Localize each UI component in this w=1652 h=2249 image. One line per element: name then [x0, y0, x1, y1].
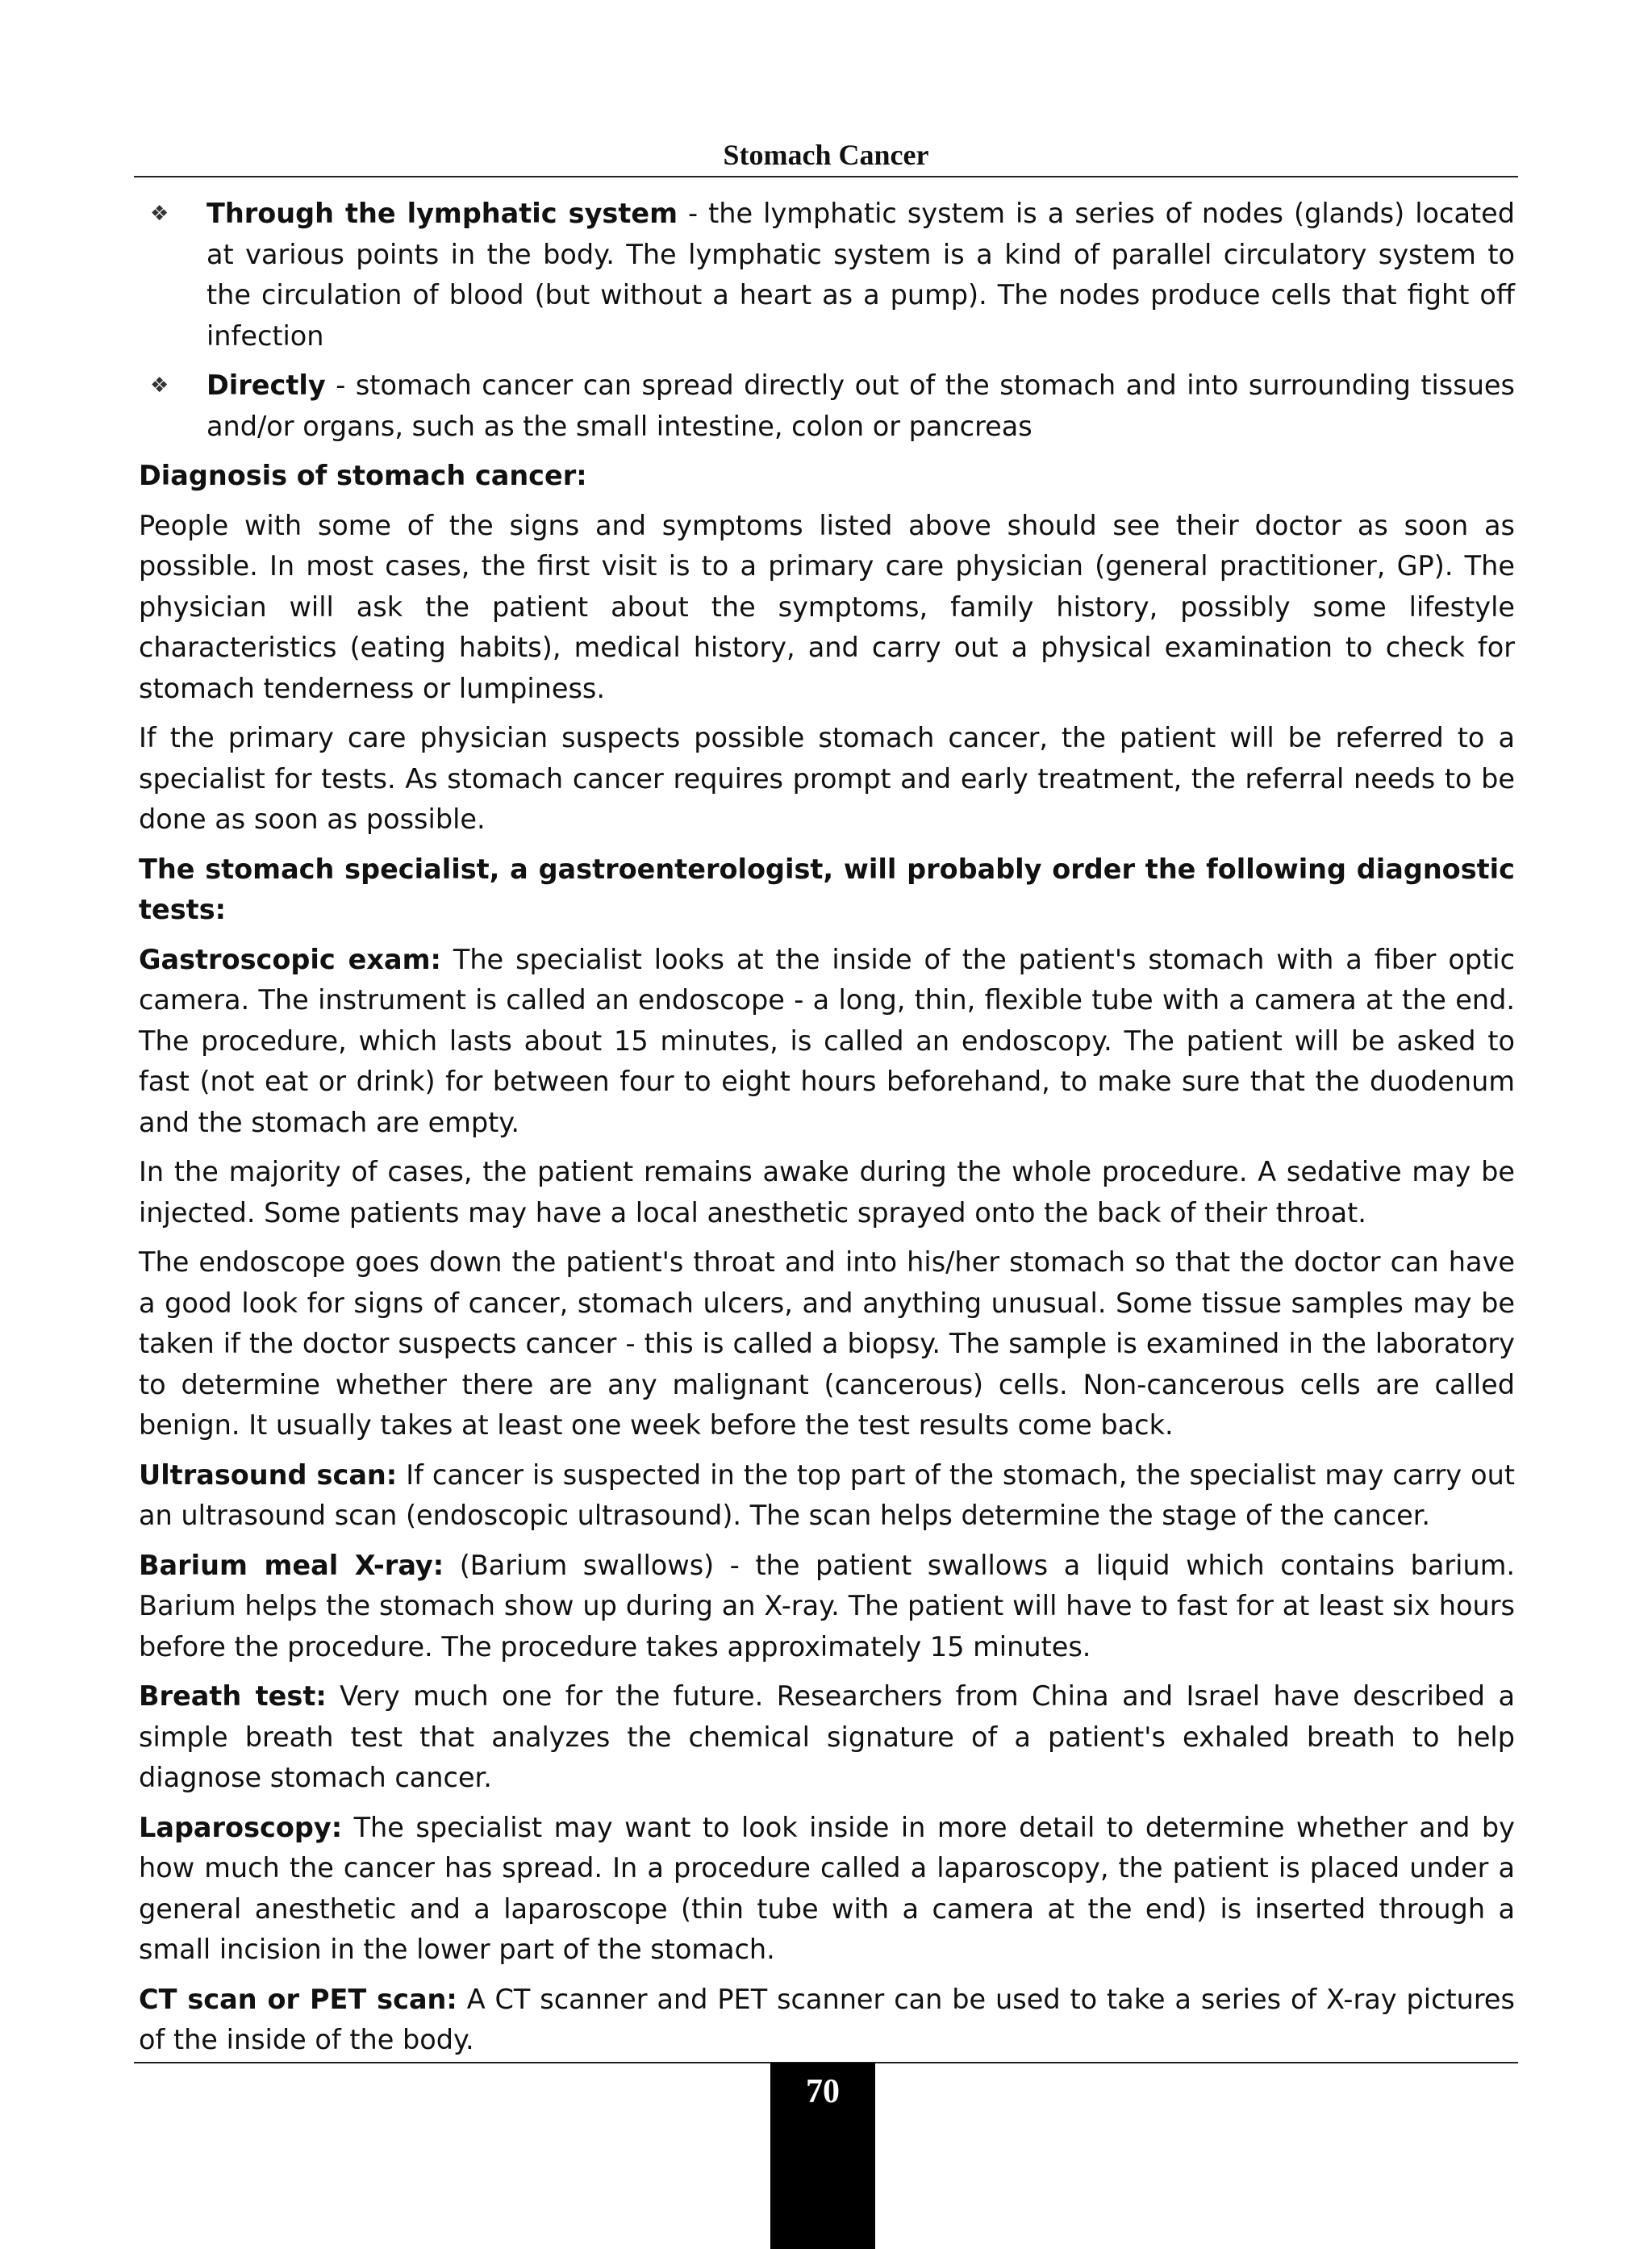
page-body [139, 194, 1515, 2070]
paragraph: The endoscope goes down the patient's throat and into his/her stomach so that the doctor can have a good look for signs of cancer, stomach ulcers, and anything unusual. Some tissue samples may be taken if the doctor suspects cancer - this is called a biopsy. The sample is examined in the laboratory to determine whether there are any malignant (cancerous) cells. Non-cancerous cells are called benign. It usually takes at least one week before the test results come back. [139, 1246, 1515, 1441]
section-heading-diagnosis: Diagnosis of stomach cancer: [139, 460, 587, 491]
page-number [770, 2063, 875, 2249]
bullet-text: - stomach cancer can spread directly out of the stomach and into surrounding tissues and/or organs, such as the small intestine, colon or pancreas [206, 369, 1515, 442]
term-text: (Barium swallows) - the patient swallows a liquid which contains barium. Barium helps the stomach show up during an X-ray. The patient will have to fast for at least six hours before the procedure. The procedure takes approximately 15 minutes. [139, 1549, 1515, 1663]
section-heading-tests: The stomach specialist, a gastroenterologist, will probably order the following diagnostic tests: [139, 853, 1515, 925]
paragraph-ct-pet [139, 1980, 1515, 2061]
term-label: Ultrasound scan: [139, 1458, 398, 1491]
term-text: The specialist may want to look inside in more detail to determine whether and by how much the cancer has spread. In a procedure called a laparoscopy, the patient is placed under a general anesthetic and a laparoscope (thin tube with a camera at the end) is inserted through a small incision in the lower part of the stomach. [139, 1811, 1515, 1965]
bullet-term: Through the lymphatic system [206, 198, 678, 229]
paragraph-gastroscopic [139, 940, 1515, 1144]
diamond-bullet-icon: ❖ [150, 373, 169, 398]
bullet-term: Directly [206, 369, 326, 401]
term-text: If cancer is suspected in the top part of the stomach, the specialist may carry out an ultrasound scan (endoscopic ultrasound). The scan helps determine the stage of the cancer. [139, 1458, 1515, 1531]
paragraph: In the majority of cases, the patient remains awake during the whole procedure. A sedative may be injected. Some patients may have a local anesthetic sprayed onto the back of their throat. [139, 1156, 1515, 1229]
term-label: Barium meal X-ray: [139, 1549, 444, 1581]
term-label: Gastroscopic exam: [139, 943, 441, 975]
paragraph-laparoscopy [139, 1808, 1515, 1971]
page-header [134, 134, 1518, 177]
term-label: Breath test: [139, 1680, 327, 1712]
term-text: A CT scanner and PET scanner can be used to take a series of X-ray pictures of the inside of the body. [139, 1983, 1515, 2055]
paragraph: People with some of the signs and symptoms listed above should see their doctor as soon as possible. In most cases, the first visit is to a primary care physician (general practitioner, GP). The physician will ask the patient about the symptoms, family history, possibly some lifestyle characteristics (eating habits), medical history, and carry out a physical examination to check for stomach tenderness or lumpiness. [139, 509, 1515, 704]
paragraph: If the primary care physician suspects possible stomach cancer, the patient will be referred to a specialist for tests. As stomach cancer requires prompt and early treatment, the referral needs to be done as soon as possible. [139, 722, 1515, 835]
term-text: Very much one for the future. Researchers from China and Israel have described a simple breath test that analyzes the chemical signature of a patient's exhaled breath to help diagnose stomach cancer. [139, 1680, 1516, 1793]
diamond-bullet-icon: ❖ [150, 202, 169, 226]
running-title: Stomach Cancer [723, 139, 929, 171]
term-label: CT scan or PET scan: [139, 1983, 457, 2015]
term-label: Laparoscopy: [139, 1811, 343, 1843]
paragraph-ultrasound [139, 1455, 1515, 1537]
paragraph-breath [139, 1676, 1515, 1799]
page-number-text: 70 [806, 2073, 840, 2110]
paragraph-barium [139, 1546, 1515, 1668]
term-text: The specialist looks at the inside of the patient's stomach with a fiber optic camera. The instrument is called an endoscope - a long, thin, flexible tube with a camera at the end. The procedure, which lasts about 15 minutes, is called an endoscopy. The patient will be asked to fast (not eat or drink) for between four to eight hours beforehand, to make sure that the duodenum and the stomach are empty. [139, 943, 1515, 1138]
bullet-text: - the lymphatic system is a series of nodes (glands) located at various points in the body. The lymphatic system is a kind of parallel circulatory system to the circulation of blood (but without a heart as a pump). The nodes produce cells that fight off infection [206, 198, 1515, 352]
bullet-directly [139, 365, 1515, 447]
bullet-lymphatic [139, 194, 1515, 357]
